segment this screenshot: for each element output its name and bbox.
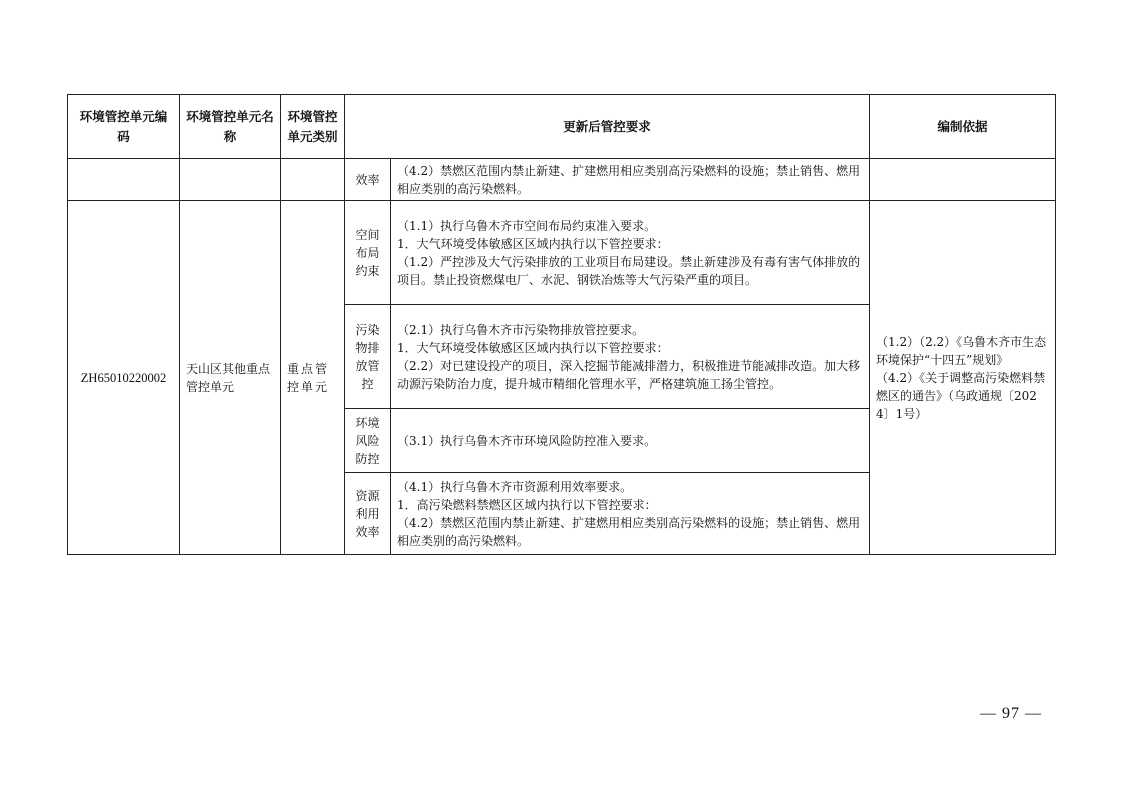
subcat-resource: 资源利用效率	[345, 473, 391, 555]
req-line: （4.1）执行乌鲁木齐市资源利用效率要求。	[397, 479, 633, 494]
req-line: （1.1）执行乌鲁木齐市空间布局约束准入要求。	[397, 218, 657, 233]
table-header-row	[68, 95, 1056, 159]
regulation-table	[67, 94, 1056, 555]
req-resource	[391, 473, 870, 555]
header-name: 环境管控单元名称	[180, 95, 281, 159]
header-basis: 编制依据	[870, 95, 1056, 159]
cont-empty-basis	[870, 159, 1056, 201]
unit-category: 重点管控单元	[281, 201, 345, 555]
unit-name: 天山区其他重点管控单元	[180, 201, 281, 555]
page-number: — 97 —	[980, 705, 1042, 722]
req-space	[391, 201, 870, 305]
subcat-risk: 环境风险防控	[345, 409, 391, 473]
cont-requirement	[391, 159, 870, 201]
req-line: （2.2）对已建设投产的项目，深入挖掘节能减排潜力，积极推进节能减排改造。加大移动源污染防治力度，提升城市精细化管理水平，严格建筑施工扬尘管控。	[397, 358, 861, 391]
header-requirement: 更新后管控要求	[345, 95, 870, 159]
req-line: （1.2）严控涉及大气污染排放的工业项目布局建设。禁止新建涉及有毒有害气体排放的项目。禁止投资燃煤电厂、水泥、钢铁冶炼等大气污染严重的项目。	[397, 254, 861, 287]
req-risk	[391, 409, 870, 473]
req-line: （3.1）执行乌鲁木齐市环境风险防控准入要求。	[397, 433, 657, 448]
header-code: 环境管控单元编码	[68, 95, 180, 159]
basis-cell	[870, 201, 1056, 555]
unit-row-space	[68, 201, 1056, 305]
req-line: （2.1）执行乌鲁木齐市污染物排放管控要求。	[397, 322, 645, 337]
req-pollution	[391, 305, 870, 409]
cont-empty-code	[68, 159, 180, 201]
cont-subcat: 效率	[345, 159, 391, 201]
basis-line: （1.2）（2.2）《乌鲁木齐市生态环境保护“十四五”规划》	[876, 334, 1047, 367]
header-category: 环境管控单元类别	[281, 95, 345, 159]
cont-req-line: （4.2）禁燃区范围内禁止新建、扩建燃用相应类别高污染燃料的设施；禁止销售、燃用相应类别的高污染燃料。	[397, 163, 861, 196]
cont-empty-name	[180, 159, 281, 201]
unit-code: ZH65010220002	[68, 201, 180, 555]
req-line: 1．大气环境受体敏感区区域内执行以下管控要求：	[397, 236, 669, 251]
req-line: 1．大气环境受体敏感区区域内执行以下管控要求：	[397, 340, 669, 355]
req-line: 1．高污染燃料禁燃区区域内执行以下管控要求：	[397, 497, 657, 512]
basis-line: （4.2）《关于调整高污染燃料禁燃区的通告》（乌政通规〔2024〕1号）	[876, 370, 1046, 421]
cont-empty-category	[281, 159, 345, 201]
subcat-pollution: 污染物排放管控	[345, 305, 391, 409]
subcat-space: 空间布局约束	[345, 201, 391, 305]
continuation-row	[68, 159, 1056, 201]
req-line: （4.2）禁燃区范围内禁止新建、扩建燃用相应类别高污染燃料的设施；禁止销售、燃用相应类别的高污染燃料。	[397, 515, 861, 548]
